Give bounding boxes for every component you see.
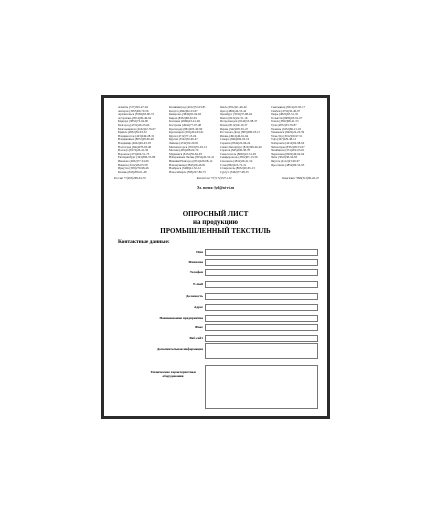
- field-row-additional-info: [104, 343, 327, 352]
- office-contact: Кострома (4942)77-07-48: [169, 123, 202, 127]
- office-contact: Москва (495)268-04-70: [169, 149, 199, 153]
- contacts-heading: Контактные данные:: [118, 239, 170, 245]
- email-field[interactable]: [205, 281, 318, 288]
- form-title-line-1: ОПРОСНЫЙ ЛИСТ: [182, 210, 249, 218]
- office-contact: Ростов-на-Дону (863)308-18-15: [220, 131, 261, 135]
- office-contact: Волгоград (844)278-03-48: [118, 145, 151, 149]
- website-label: Веб-сайт: [189, 336, 203, 340]
- office-contact: Ноябрьск (3496)41-32-12: [169, 167, 201, 171]
- office-contact: Якутск (4112)23-90-97: [271, 159, 300, 163]
- first-name-field[interactable]: [205, 249, 318, 256]
- office-contact: Калининград (4012)72-03-81: [169, 106, 206, 109]
- field-row-company: [104, 315, 327, 324]
- office-contact: Барнаул (3852)73-04-60: [118, 120, 148, 124]
- office-contact: Сыктывкар (8212)25-95-17: [271, 106, 306, 109]
- fax-label: Факс: [195, 325, 203, 329]
- office-contact: Брянск (4832)59-03-52: [118, 131, 147, 135]
- offices-column-2: [169, 106, 216, 186]
- field-row-position: [104, 293, 327, 302]
- office-contact: Санкт-Петербург (812)309-46-40: [220, 145, 262, 149]
- office-contact: Новосибирск (383)227-86-73: [169, 170, 206, 174]
- office-contact: Красноярск (391)204-63-61: [169, 131, 204, 135]
- office-contact: Киров (8332)68-02-04: [169, 116, 197, 120]
- office-contact: Пенза (8412)22-31-16: [220, 116, 248, 120]
- office-contact: Оренбург (3532)37-68-04: [220, 113, 252, 117]
- office-contact: Симферополь (3652)67-13-56: [220, 156, 258, 160]
- office-contact: Ижевск (3412)26-03-58: [118, 163, 148, 167]
- office-contact: Челябинск (351)202-03-61: [271, 149, 305, 153]
- website-field[interactable]: [205, 335, 318, 342]
- position-field[interactable]: [205, 293, 318, 300]
- office-contact: Коломна (4966)23-41-49: [169, 120, 200, 124]
- office-contact: Курган (3522)50-90-47: [169, 138, 198, 142]
- office-contact: Тула (4872)33-79-87: [271, 123, 297, 127]
- office-contact: Ставрополь (8652)20-65-13: [220, 167, 255, 171]
- office-contact: Магнитогорск (3519)55-03-13: [169, 145, 207, 149]
- office-contact: Сургут (3462)77-98-35: [220, 170, 249, 174]
- office-contact: Владивосток (423)249-28-31: [118, 134, 155, 138]
- office-contact: [271, 171, 318, 175]
- email-contact: Эл. почта: lyd@nt-rt.ru: [196, 186, 235, 190]
- office-contact: Уфа (347)229-48-12: [271, 138, 297, 142]
- office-contact: Ярославль (4852)69-52-93: [271, 163, 305, 167]
- office-contact: Мурманск (8152)59-64-93: [169, 152, 202, 156]
- field-row-email: [104, 281, 327, 290]
- office-contact: Кемерово (3842)65-04-62: [169, 113, 202, 117]
- additional-info-field[interactable]: [205, 343, 318, 359]
- office-contact: Набережные Челны (8552)20-53-41: [169, 156, 215, 160]
- field-row-last-name: [104, 259, 327, 268]
- phone-label: Телефон: [189, 270, 203, 274]
- position-label: Должность: [186, 294, 203, 298]
- office-contact: Ульяновск (8422)24-23-59: [271, 131, 305, 135]
- office-contact: Краснодар (861)203-40-90: [169, 127, 203, 131]
- form-title: [104, 210, 327, 235]
- office-contact: Псков (8112)59-10-37: [220, 123, 248, 127]
- office-contact: Саранск (8342)22-96-24: [220, 141, 251, 145]
- office-contact: Чебоксары (8352)28-53-07: [271, 145, 305, 149]
- office-contact: Белгород (4722)40-23-64: [118, 123, 150, 127]
- offices-column-1: [118, 106, 165, 186]
- office-contact: Иркутск (395)279-98-46: [118, 167, 149, 171]
- office-contact: Вологда (8172)26-41-59: [118, 149, 149, 153]
- office-contact: Алматы (727)345-47-04: [118, 106, 148, 109]
- field-row-equipment-specs: [104, 365, 327, 378]
- office-contact: Омск (3812)21-46-40: [220, 106, 247, 109]
- field-row-first-name: [104, 249, 327, 258]
- office-contact: Тюмень (3452)66-21-18: [271, 127, 301, 131]
- office-contact: Смоленск (4812)29-41-54: [220, 159, 253, 163]
- office-contact: Благовещенск (4162)22-76-07: [118, 127, 156, 131]
- office-contact: Тольятти (8482)63-91-07: [271, 116, 303, 120]
- office-contact: Севастополь (8692)22-31-93: [220, 152, 256, 156]
- office-contact: Орел (4862)44-53-42: [220, 109, 247, 113]
- form-title-line-2: на продукцию: [193, 218, 238, 227]
- office-contact: Курск (4712)77-13-04: [169, 134, 197, 138]
- office-contact: Иваново (4932)77-34-06: [118, 159, 149, 163]
- office-contact: Тверь (4822)63-31-35: [271, 113, 299, 117]
- office-contact: Самара (846)206-03-16: [220, 138, 250, 142]
- last-name-label: Фамилия: [188, 260, 203, 264]
- equipment-specs-field[interactable]: [205, 365, 318, 409]
- office-contact: Ангарск (3955)60-70-56: [118, 109, 149, 113]
- office-contact: Липецк (4742)52-20-81: [169, 141, 199, 145]
- office-contact: Астрахань (8512)99-46-04: [118, 116, 152, 120]
- offices-column-3: [220, 106, 267, 186]
- office-contact: Калуга (4842)92-23-67: [169, 109, 198, 113]
- office-contact: Нижний Новгород (831)429-08-12: [169, 159, 213, 163]
- phone-field[interactable]: [205, 269, 318, 276]
- office-contact: Улан-Удэ (3012)59-97-51: [271, 134, 303, 138]
- office-contact: Томск (3822)98-41-53: [271, 120, 299, 124]
- company-field[interactable]: [205, 315, 318, 322]
- office-contact: Архангельск (8182)63-90-72: [118, 113, 154, 117]
- office-contact: Саратов (845)249-38-78: [220, 149, 251, 153]
- sales-contact-kazakhstan: Казахстан +7(7172)727-132: [196, 176, 232, 180]
- additional-info-label: Дополнительная информация: [156, 347, 203, 351]
- country-sales-contacts: [114, 176, 319, 180]
- address-label: Адрес: [193, 305, 203, 309]
- company-label: Наименование предприятия: [159, 316, 203, 320]
- fax-field[interactable]: [205, 324, 318, 331]
- email-label: E-mail: [193, 282, 203, 286]
- regional-offices-list: [118, 106, 318, 186]
- office-contact: Воронеж (473)204-51-73: [118, 152, 150, 156]
- office-contact: Владимир (4922)49-43-18: [118, 141, 151, 145]
- first-name-label: Имя: [196, 250, 203, 254]
- office-contact: Пермь (342)205-81-47: [220, 127, 248, 131]
- sales-contact-russia: Россия +7(495)268-04-70: [114, 176, 146, 180]
- office-contact: Хабаровск (4212)92-98-04: [271, 141, 305, 145]
- offices-column-4: [271, 106, 318, 186]
- office-contact: Владикавказ (8672)28-90-48: [118, 138, 154, 142]
- office-contact: Череповец (8202)49-02-64: [271, 152, 305, 156]
- office-contact: Казань (843)206-01-48: [118, 170, 147, 174]
- office-contact: Екатеринбург (343)384-55-89: [118, 156, 156, 160]
- equipment-specs-label: Технические характеристики оборудования: [150, 370, 196, 378]
- office-contact: Сочи (862)225-72-31: [220, 163, 247, 167]
- office-contact: Чита (3022)38-34-83: [271, 156, 297, 160]
- field-row-address: [104, 304, 327, 313]
- sales-contact-kyrgyzstan: Киргизия +996(312)96-26-47: [282, 176, 319, 180]
- last-name-field[interactable]: [205, 259, 318, 266]
- office-contact: Тамбов (4752)50-40-97: [271, 109, 301, 113]
- field-row-fax: [104, 324, 327, 333]
- office-contact: Петрозаводск (8142)55-98-37: [220, 120, 258, 124]
- office-contact: Новокузнецк (3843)20-46-81: [169, 163, 206, 167]
- address-field[interactable]: [205, 304, 318, 311]
- office-contact: Рязань (4912)46-61-64: [220, 134, 249, 138]
- form-title-line-3: ПРОМЫШЛЕННЫЙ ТЕКСТИЛЬ: [160, 226, 271, 235]
- field-row-phone: [104, 269, 327, 278]
- document-page: [101, 95, 330, 419]
